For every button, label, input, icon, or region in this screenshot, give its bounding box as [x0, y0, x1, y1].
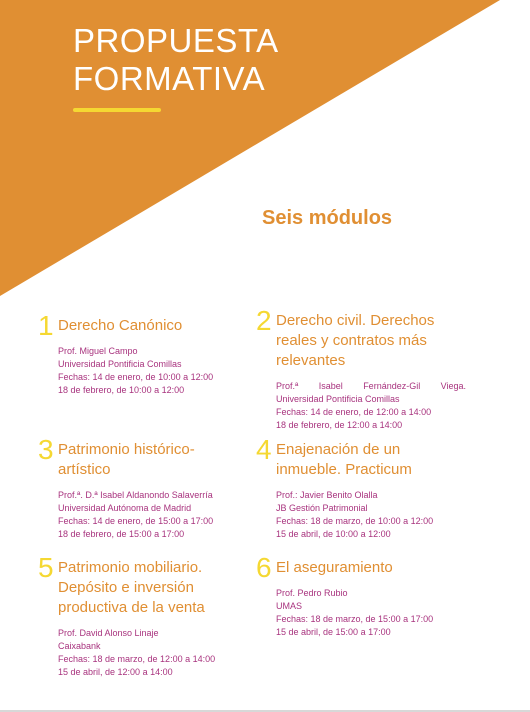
module-details: [276, 380, 466, 432]
module-institution: Universidad Pontificia Comillas: [58, 359, 182, 369]
module-details: [276, 489, 456, 541]
page-title-line-1: PROPUESTA: [73, 22, 279, 59]
modules-heading: Seis módulos: [262, 207, 393, 229]
module-institution: Universidad Autónoma de Madrid: [58, 503, 192, 513]
module-title: Patrimonio mobiliario. Depósito e inversión productiva de la venta: [58, 559, 205, 616]
module-1: [38, 310, 238, 397]
module-2: [256, 305, 466, 432]
module-professor: Prof. Pedro Rubio: [276, 588, 348, 598]
module-6: [256, 552, 456, 639]
module-dates-2: 15 de abril, de 12:00 a 14:00: [58, 667, 173, 677]
module-dates: Fechas: 14 de enero, de 10:00 a 12:00: [58, 372, 214, 382]
module-title: El aseguramiento: [276, 559, 393, 576]
module-dates-2: 18 de febrero, de 15:00 a 17:00: [58, 529, 185, 539]
module-professor: Prof. Miguel Campo: [58, 346, 138, 356]
module-title: Derecho Canónico: [58, 317, 183, 334]
module-4: [256, 434, 456, 541]
module-5: [38, 552, 238, 679]
module-institution: UMAS: [276, 601, 303, 611]
module-dates: Fechas: 18 de marzo, de 15:00 a 17:00: [276, 614, 434, 624]
module-professor: Prof.ª. D.ª Isabel Aldanondo Salaverría: [58, 490, 213, 500]
module-number: 3: [38, 434, 54, 465]
module-dates-2: 18 de febrero, de 10:00 a 12:00: [58, 385, 185, 395]
module-professor: Prof. David Alonso Linaje: [58, 628, 159, 638]
module-dates: Fechas: 18 de marzo, de 12:00 a 14:00: [58, 654, 216, 664]
module-number: 1: [38, 310, 54, 341]
module-dates-2: 15 de abril, de 10:00 a 12:00: [276, 529, 391, 539]
module-title: Derecho civil. Derechos reales y contratos más relevantes: [276, 312, 435, 369]
module-dates-2: 18 de febrero, de 12:00 a 14:00: [276, 420, 403, 430]
module-number: 5: [38, 552, 54, 583]
module-number: 2: [256, 305, 272, 336]
module-title: Patrimonio histórico-artístico: [58, 441, 195, 478]
title-underline: [73, 108, 161, 112]
module-details: [58, 627, 238, 679]
module-professor: Prof.ª Isabel Fernández-Gil Viega.: [276, 381, 466, 391]
module-3: [38, 434, 238, 541]
module-details: [276, 587, 456, 639]
module-number: 4: [256, 434, 272, 465]
module-dates-2: 15 de abril, de 15:00 a 17:00: [276, 627, 391, 637]
module-institution: JB Gestión Patrimonial: [276, 503, 368, 513]
module-dates: Fechas: 14 de enero, de 15:00 a 17:00: [58, 516, 214, 526]
module-professor: Prof.: Javier Benito Olalla: [276, 490, 378, 500]
module-number: 6: [256, 552, 272, 583]
module-institution: Caixabank: [58, 641, 101, 651]
module-dates: Fechas: 18 de marzo, de 10:00 a 12:00: [276, 516, 434, 526]
module-title: Enajenación de un inmueble. Practicum: [276, 441, 412, 478]
module-institution: Universidad Pontificia Comillas: [276, 394, 400, 404]
page-title-line-2: FORMATIVA: [73, 60, 266, 97]
page-title: [73, 22, 279, 98]
module-details: [58, 345, 238, 397]
module-dates: Fechas: 14 de enero, de 12:00 a 14:00: [276, 407, 432, 417]
module-details: [58, 489, 238, 541]
